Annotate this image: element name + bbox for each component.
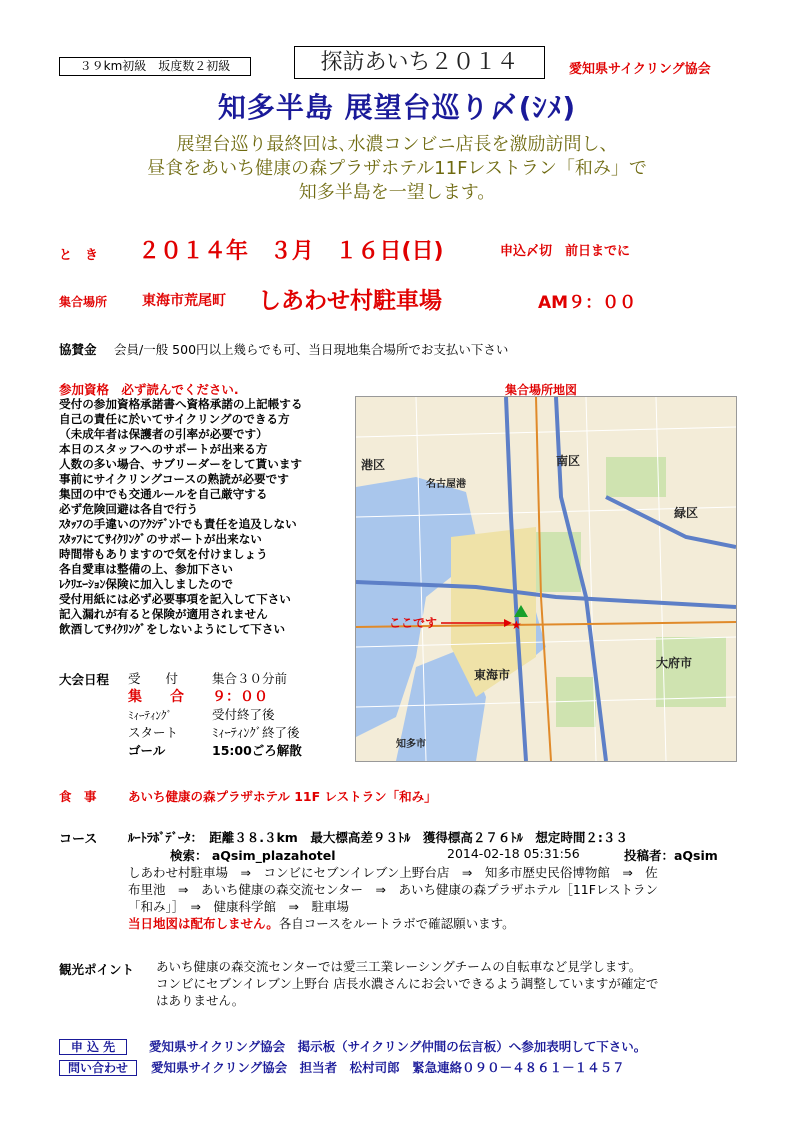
list-item: 人数の多い場合、サブリーダーをして貰います: [59, 457, 303, 471]
map-label: 大府市: [656, 656, 693, 670]
schedule-name: 集 合: [128, 689, 184, 705]
date-value: [138, 234, 444, 265]
apply-text: 愛知県サイクリング協会 掲示板（サイクリング仲間の伝言板）へ参加表明して下さい。: [148, 1039, 647, 1054]
list-item: 本日のスタッフへのサポートが出来る方: [59, 442, 268, 456]
schedule-name: ﾐｨｰﾃｨﾝｸﾞ: [128, 709, 172, 722]
course-search-value: aQsim_plazahotel: [211, 848, 336, 863]
list-item: 受付用紙には必ず必要事項を記入して下さい: [59, 592, 291, 606]
sightseeing-line: コンビにセブンイレブン上野台 店長水濃さんにお会いできるよう調整していますが確定で: [156, 976, 659, 991]
schedule-value: 受付終了後: [212, 707, 275, 722]
contact-label: 問い合わせ: [59, 1060, 137, 1076]
schedule-value: ９：００: [212, 689, 268, 705]
date-label: と き: [59, 248, 99, 263]
list-item: 記入漏れが有ると保険が適用されません: [59, 607, 268, 621]
meeting-time: AM９：００: [538, 293, 637, 313]
list-item: 必ず危険回避は各自で行う: [59, 502, 199, 516]
list-item: ｽﾀｯﾌの手違いのｱｸｼﾃﾞﾝﾄでも責任を追及しない: [59, 517, 297, 531]
course-route-line: しあわせ村駐車場 ⇒ コンビにセブンイレブン上野台店 ⇒ 知多市歴史民俗博物館 ⇒ 佐: [128, 865, 658, 880]
sightseeing-label: 観光ポイント: [59, 962, 135, 977]
course-map-note: [128, 915, 738, 932]
list-item: 各自愛車は整備の上、参加下さい: [59, 562, 233, 576]
svg-text:★: ★: [511, 618, 522, 632]
map-label: 緑区: [674, 506, 699, 520]
grade-box: [59, 57, 251, 76]
schedule-name: スタート: [128, 725, 179, 740]
schedule-name: ゴール: [128, 743, 166, 758]
date-year: ２０１４年: [138, 239, 249, 264]
schedule-row: [128, 670, 302, 688]
date-month: ３月: [269, 239, 314, 264]
apply-row: [59, 1037, 646, 1055]
schedule-value: 集合３０分前: [212, 671, 288, 686]
no-map-notice: 当日地図は配布しません。: [128, 916, 279, 931]
meeting-label: 集合場所: [59, 295, 108, 309]
schedule-row: [128, 706, 302, 724]
contact-row: [59, 1058, 625, 1076]
schedule-name: 受 付: [128, 671, 179, 686]
apply-label: 申 込 先: [59, 1039, 127, 1055]
course-search-label: 検索：: [170, 848, 208, 863]
no-map-rest: 各自コースをルートラボで確認願います。: [278, 916, 515, 931]
list-item: 時間帯もありますので気を付けましょう: [59, 547, 268, 561]
map-image: [356, 397, 736, 761]
course-route: [128, 864, 738, 932]
list-item: ｽﾀｯﾌにてｻｲｸﾘﾝｸﾞのサポートが出来ない: [59, 532, 262, 546]
page-title: 知多半島 展望台巡り〆(ｼﾒ): [217, 91, 577, 124]
course-routelab: ﾙｰﾄﾗﾎﾞﾃﾞｰﾀ： 距離３８.３km 最大標高差９３ﾄﾙ 獲得標高２７６ﾄﾙ 想定時間２:３３: [128, 830, 628, 845]
grade-text: ３９km初級 坂度数２初級: [79, 59, 231, 73]
list-item: （未成年者は保護者の引率が必要です）: [59, 427, 268, 441]
schedule-row: [128, 724, 302, 742]
schedule-value: 15:00ごろ解散: [212, 743, 302, 758]
schedule-label: 大会日程: [59, 672, 110, 687]
qualification-label: 参加資格: [59, 382, 110, 397]
sightseeing-line: はありません。: [156, 993, 245, 1008]
schedule-value: ﾐｨｰﾃｨﾝｸﾞ終了後: [212, 725, 300, 740]
list-item: ﾚｸﾘｴｰｼｮﾝ保険に加入しましたので: [59, 577, 233, 591]
course-route-line: 「和み」］ ⇒ 健康科学館 ⇒ 駐車場: [128, 899, 349, 914]
fee-label: 協賛金: [59, 342, 97, 357]
subtitle-line-3: 知多半島を一望します。: [298, 182, 496, 203]
schedule-row: [128, 742, 302, 760]
list-item: 集団の中でも交通ルールを自己厳守する: [59, 487, 268, 501]
date-weekday: (日): [401, 239, 444, 264]
org-name: 愛知県サイクリング協会: [569, 62, 711, 77]
schedule-row: [128, 688, 302, 706]
deadline: 申込〆切 前日までに: [500, 244, 631, 259]
meal-label: 食 事: [59, 789, 97, 804]
map-label: 東海市: [474, 668, 511, 682]
list-item: 受付の参加資格承諾書へ資格承諾の上記帳する: [59, 397, 303, 411]
list-item: 事前にサイクリングコースの熟読が必要です: [59, 472, 289, 486]
list-item: 自己の責任に於いてサイクリングのできる方: [59, 412, 290, 426]
course-label: コース: [59, 832, 98, 847]
map-here-label: ここです: [389, 616, 438, 630]
course-timestamp: 2014-02-18 05:31:56: [447, 846, 580, 861]
course-route-line: 布里池 ⇒ あいち健康の森交流センター ⇒ あいち健康の森プラザホテル［11Fレストラン: [128, 882, 659, 897]
meal-text: あいち健康の森プラザホテル 11F レストラン「和み」: [128, 789, 437, 804]
map-title: 集合場所地図: [505, 383, 578, 397]
event-series-text: 探訪あいち２０１４: [320, 50, 519, 75]
subtitle: [0, 133, 794, 205]
subtitle-line-2: 昼食をあいち健康の森プラザホテル11Fレストラン「和み」で: [147, 158, 647, 179]
subtitle-line-1: 展望台巡り最終回は､水濃コンビニ店長を激励訪問し、: [176, 134, 618, 155]
map-label: 港区: [361, 458, 386, 472]
date-day: １６日: [335, 239, 402, 264]
contact-text: 愛知県サイクリング協会 担当者 松村司郎 緊急連絡０９０－４８６１－１４５７: [150, 1060, 625, 1075]
map-label: 知多市: [396, 739, 426, 750]
list-item: 飲酒してｻｲｸﾘﾝｸﾞをしないようにして下さい: [59, 622, 286, 636]
meeting-place: しあわせ村駐車場: [258, 288, 442, 314]
fee-text: 会員/一般 500円以上幾らでも可、当日現地集合場所でお支払い下さい: [114, 342, 509, 357]
event-series-box: [294, 46, 545, 79]
meeting-area: 東海市荒尾町: [142, 293, 226, 309]
sightseeing-line: あいち健康の森交流センターでは愛三工業レーシングチームの自転車など見学します。: [156, 959, 642, 974]
map-label: 名古屋港: [426, 479, 466, 490]
course-poster: 投稿者：aQsim: [624, 848, 718, 863]
schedule-table: [128, 670, 302, 760]
map-label: 南区: [556, 454, 581, 468]
qualification-list: [59, 397, 302, 637]
meeting-map: [355, 396, 737, 762]
course-search-row: [170, 846, 336, 864]
qualification-header: [59, 380, 239, 398]
must-read: 必ず読んでください.: [121, 382, 239, 397]
sightseeing-text: [156, 958, 658, 1009]
